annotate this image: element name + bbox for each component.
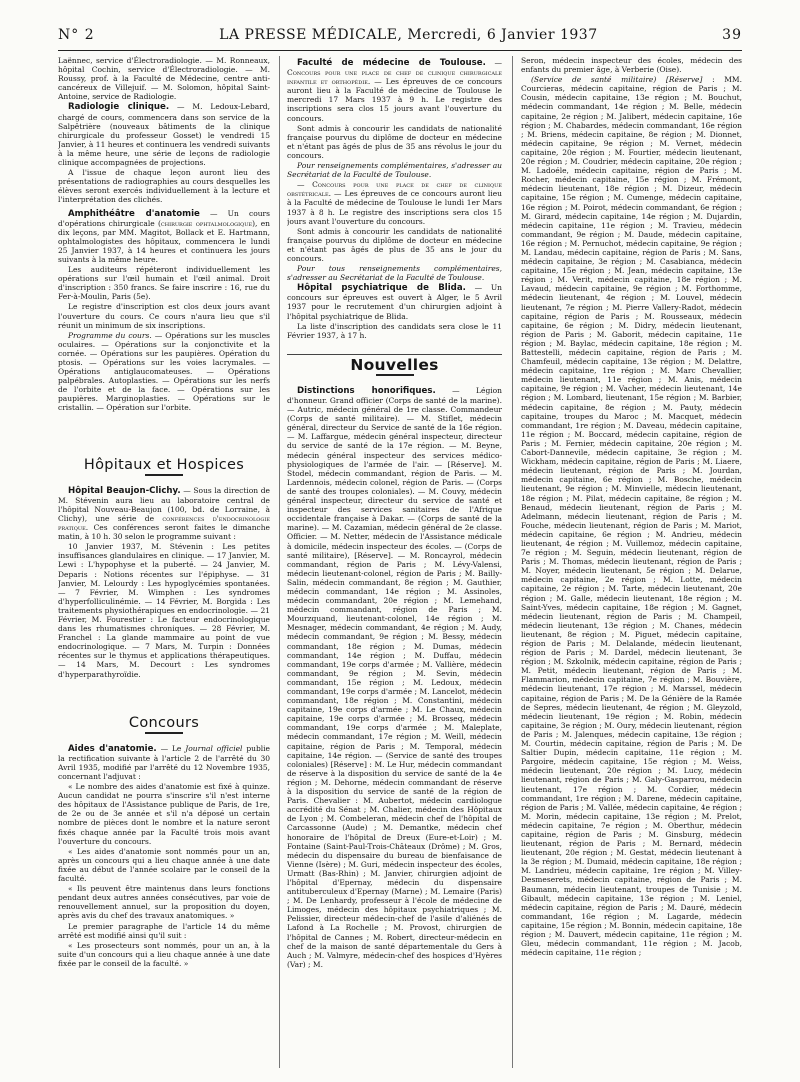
paragraph: Laënnec, service d'Électroradiologie. — M. Ronneaux, hôpital Cochin, service d'Électroradiologie. — M. Roussy, prof. à la Faculté de Médecine, centre anti-cancéreux de Villejuif. — M. Solomon, hôpital Saint-Antoine, service de Radiologie. bbox=[58, 56, 270, 102]
text: publie la rectification suivante à l'article 2 de l'arrêté du 30 Avril 1935, modifié par l'arrêté du 12 Novembre 1935, concernant l'adjuvat : bbox=[58, 743, 270, 781]
section-divider bbox=[287, 354, 502, 355]
text: — Un concours sur épreuves est ouvert à Alger, le 5 Avril 1937 pour le recrutement d'un chirurgien adjoint à l'hôpital psychiatrique de Blida. bbox=[287, 283, 502, 321]
section-title-hopitaux: Hôpitaux et Hospices bbox=[83, 456, 245, 473]
heading-distinctions: Distinctions honorifiques. bbox=[297, 385, 436, 396]
paragraph: « Les prosecteurs sont nommés, pour un an, à la suite d'un concours qui a lieu chaque année à une date fixée par le conseil de la faculté. » bbox=[58, 940, 270, 968]
paragraph-toulouse bbox=[287, 58, 502, 123]
text: : MM. Courcieras, médecin capitaine, région de Paris ; M. Cousin, médecin capitaine, 13e région ; M. Bouchut, médecin commandant, 14e région ; M. Belle, médecin capitaine, 2e région ; M. Jalibert, médecin capitaine, 16e région ; M. Chabardes, médecin commandant, 16e région ; M. Briens, médecin capitaine, 8e région ; M. Dionnet, médecin capitaine, 9e région ; M. Vernet, médecin capitaine, 20e région ; M. Fourtier, médecin lieutenant, 20e région ; M. Coudrier, médecin capitaine, 20e région ; M. Ladoéle, médecin capitaine, région de Paris ; M. Rocher, médecin capitaine, 15e région ; M. Frémont, médecin lieutenant, 18e région ; M. Dizeur, médecin capitaine, 15e région ; M. Cumenge, médecin capitaine, 16e région ; M. Poirot, médecin commandant, 6e région ; M. Girard, médecin capitaine, 14e région ; M. Dujardin, médecin capitaine, 11e région ; M. Travieu, médecin commandant, 9e région ; M. Daude, médecin capitaine, 16e région ; M. Pernuchot, médecin capitaine, 9e région ; M. Landau, médecin capitaine, région de Paris ; M. Sans, médecin capitaine, 3e région ; M. Casabianca, médecin capitaine, 15e région ; M. Jean, médecin capitaine, 13e région ; M. Verit, médecin capitaine, 18e région ; M. Lavaud, médecin capitaine, 9e région ; M. Forthomme, médecin lieutenant, 4e région ; M. Louvel, médecin lieutenant, 7e région ; M. Pierre Vallery-Radot, médecin capitaine, région de Paris ; M. Rousseaux, médecin capitaine, 6e région ; M. Didry, médecin lieutenant, région de Paris ; M. Gaborit, médecin capitaine, 11e région ; M. Baylac, médecin capitaine, 18e région ; M. Battestelli, médecin capitaine, région de Paris ; M. Chamfeuil, médecin capitaine, 13e région ; M. Delattre, médecin capitaine, 1re région ; M. Marc Chevallier, médecin lieutenant, 11e région ; M. Anis, médecin capitaine, 9e région ; M. Vacher, médecin lieutenant, 14e région ; M. Lombard, lieutenant, 15e région ; M. Barbier, médecin capitaine, 8e région ; M. Pauty, médecin capitaine, troupes du Maroc ; M. Macquet, médecin commandant, 1re région ; M. Daveau, médecin capitaine, 11e région ; M. Boccard, médecin capitaine, région de Paris ; M. Fernier, médecin capitaine, 20e région ; M. Cabort-Dannevile, médecin capitaine, 3e région ; M. Wickham, médecin capitaine, région de Paris ; M. Liaere, médecin lieutenant, région de Paris ; M. Jourdan, médecin capitaine, 6e région ; M. Bosche, médecin lieutenant, 9e région ; M. Minvielle, médecin lieutenant, 18e région ; M. Pilat, médecin capitaine, 8e région ; M. Benaud, médecin lieutenant, région de Paris ; M. Adelmann, médecin lieutenant, région de Paris ; M. Fouche, médecin lieutenant, région de Paris ; M. Mariot, médecin capitaine, 6e région ; M. Andrieu, médecin lieutenant, 4e région ; M. Vuillemoz, médecin capitaine, 7e région ; M. Seguin, médecin lieutenant, région de Paris ; M. Thomas, médecin lieutenant, région de Paris ; M. Noyer, médecin lieutenant, 5e région ; M. Delarue, médecin capitaine, 2e région ; M. Lotte, médecin capitaine, 2e région ; M. Tarte, médecin lieutenant, 20e région ; M. Galle, médecin lieutenant, 18e région ; M. Saint-Yves, médecin capitaine, 18e région ; M. Gagnet, médecin lieutenant, région de Paris ; M. Champeil, médecin lieutenant, 13e région ; M. Chanes, médecin lieutenant, 8e région ; M. Piguet, médecin capitaine, région de Paris ; M. Delalande, médecin lieutenant, région de Paris ; M. Dardel, médecin lieutenant, 3e région ; M. Szkolnik, médecin capitaine, région de Paris ; M. Petit, médecin lieutenant, région de Paris ; M. Flammarion, médecin capitaine, 7e région ; M. Bouvière, médecin lieutenant, 17e région ; M. Marssel, médecin capitaine, région de Paris ; M. De la Génière de la Ramée de Sepres, médecin lieutenant, 4e région ; M. Gleyzold, médecin lieutenant, 19e région ; M. Robin, médecin capitaine, 3e région ; M. Oury, médecin lieutenant, région de Paris ; M. Jalenques, médecin capitaine, 13e région ; M. Courtin, médecin capitaine, région de Paris ; M. De Saltier Dupin, médecin capitaine, 11e région ; M. Pargoire, médecin capitaine, 15e région ; M. Weiss, médecin lieutenant, 20e région ; M. Lucy, médecin lieutenant, région de Paris ; M. Galy-Gasparrou, médecin lieutenant, 17e région ; M. Cordier, médecin commandant, 1re région ; M. Darene, médecin capitaine, région de Paris ; M. Vallée, médecin capitaine, 4e région ; M. Morin, médecin capitaine, 13e région ; M. Prelot, médecin capitaine, 7e région ; M. Oberthur, médecin capitaine, région de Paris ; M. Ginsburg, médecin lieutenant, région de Paris ; M. Bernard, médecin lieutenant, 20e région ; M. Gestat, médecin lieutenant à la 3e région ; M. Dumaid, médecin capitaine, 18e région ; M. Landrieu, médecin capitaine, 1re région ; M. Villey-Desmeserets, médecin capitaine, région de Paris ; M. Baumann, médecin lieutenant, troupes de Tunisie ; M. Gibault, médecin capitaine, 13e région ; M. Leniel, médecin capitaine, région de Paris ; M. Dauré, médecin commandant, 16e région ; M. Lagarde, médecin capitaine, 15e région ; M. Bonnin, médecin capitaine, 18e région ; M. Dauvert, médecin capitaine, 11e région ; M. Gleu, médecin commandant, 11e région ; M. Jacob, médecin capitaine, 11e région ; bbox=[521, 75, 742, 958]
heading-hopital-blida: Hôpital psychiatrique de Blida. bbox=[297, 283, 466, 294]
paragraph: Pour tous renseignements complémentaires, s'adresser au Secrétariat de la Faculté de Toulouse. bbox=[287, 264, 502, 283]
paragraph-aides bbox=[58, 744, 270, 781]
paragraph: Le premier paragraphe de l'article 14 du même arrêté est modifié ainsi qu'il suit : bbox=[58, 921, 270, 940]
column-divider bbox=[512, 56, 513, 1068]
text-italic: Journal officiel bbox=[185, 743, 243, 753]
text-italic: Programme du cours. bbox=[68, 330, 152, 340]
page-number: 39 bbox=[722, 27, 742, 43]
text-smallcaps: conférences d'endocrinologie pratique bbox=[58, 513, 270, 533]
paragraph: Les auditeurs répéteront individuellement les opérations sur l'œil humain et l'œil animal. Droit d'inscription : 350 francs. Se faire inscrire : 16, rue du Fer-à-Moulin, Paris (5e). bbox=[58, 265, 270, 302]
paragraph-amphitheatre bbox=[58, 209, 270, 265]
heading-faculte-toulouse: Faculté de médecine de Toulouse. bbox=[297, 58, 486, 68]
text: — Un cours d'opérations chirurgicale ( bbox=[58, 208, 270, 228]
journal-title-date: LA PRESSE MÉDICALE, Mercredi, 6 Janvier 1937 bbox=[219, 27, 598, 43]
text: — Opérations sur les muscles oculaires. — Opérations sur la conjonctivite et la cornée. — Opérations sur les paupières. Opération du ptosis. — Opérations sur les voies lacrymales. — Opérations antiglaucomateuses. — Opérations palpébrales. Autoplasties. — Opérations sur les nerfs de l'orbite et de la face. — Opérations sur les paupières. Marginoplasties. — Opérations sur le cristallin. — Opération sur l'orbite. bbox=[58, 330, 270, 413]
text: . — Les épreuves de ce concours auront lieu à la Faculté de médecine de Toulouse le mercredi 17 Mars 1937 à 9 h. Le registre des inscriptions sera clos 15 jours avant l'ouverture du concours. bbox=[287, 77, 502, 123]
heading-aides-anatomie: Aides d'anatomie. bbox=[68, 743, 157, 754]
paragraph: Pour renseignements complémentaires, s'adresser au Secrétariat de la Faculté de Toulouse. bbox=[287, 161, 502, 180]
section-rule bbox=[376, 374, 414, 376]
text: . — Les épreuves de ce concours auront lieu à la Faculté de médecine de Toulouse le lundi 1er Mars 1937 à 8 h. Le registre des inscriptions sera clos 15 jours avant l'ouverture du concours. bbox=[287, 189, 502, 226]
paragraph: Seron, médecin inspecteur des écoles, médecin des enfants du premier âge, à Verberie (Oise). bbox=[521, 56, 742, 75]
paragraph-distinctions bbox=[287, 386, 502, 969]
section-rule bbox=[145, 732, 183, 734]
column-divider bbox=[279, 56, 280, 1068]
paragraph: 10 Janvier 1937, M. Stévenin : Les petites insuffisances glandulaires en clinique. — 17 Janvier, M. Lewi : L'hypophyse et la puberté. — 24 Janvier, M. Deparis : Notions récentes sur l'épiphyse. — 31 Janvier, M. Lelourdy : Les hypoglycémies spontanées. — 7 Février, M. Wimphen : Les syndromes d'hyperfolliculinémie. — 14 Février, M. Borgida : Les traitements physiothérapiques en endocrinologie. — 21 Février, M. Fourestier : Le facteur endocrinologique dans les rhumatismes chroniques. — 28 Février, M. Franchel : La glande mammaire au point de vue endocrinologique. — 7 Mars, M. Turpin : Données récentes sur le thymus et applications thérapeutiques. — 14 Mars, M. Decourt : Les syndromes d'hyperparathyroïdie. bbox=[58, 542, 270, 679]
text: — bbox=[485, 58, 502, 67]
text-smallcaps: Concours pour une place de chef de clinique obstétricale bbox=[287, 180, 502, 199]
paragraph: « Le nombre des aides d'anatomie est fixé à quinze. Aucun candidat ne pourra s'inscrire s'il n'est interne des hôpitaux de l'Assistance publique de Paris, de 1re, de 2e ou de 3e année et s'il n'a déposé un certain nombre de pièces dont le nombre et la nature seront fixés chaque année par la Faculté trois mois avant l'ouverture du concours. bbox=[58, 782, 270, 846]
paragraph-service-sante bbox=[521, 75, 742, 957]
paragraph: « Les aides d'anatomie sont nommés pour un an, après un concours qui a lieu chaque année à une date fixée au début de l'année scolaire par le conseil de la faculté. bbox=[58, 846, 270, 884]
column-left bbox=[58, 56, 270, 1066]
heading-amphitheatre: Amphithéâtre d'anatomie bbox=[68, 208, 200, 219]
text: ), en dix leçons, par MM. Magitot, Bollack et E. Hartmann, ophtalmologistes des hôpitaux, commencera le lundi 25 Janvier 1937, à 14 heures et continuera les jours suivants à la même heure. bbox=[58, 218, 270, 264]
text: — bbox=[297, 180, 313, 190]
paragraph: Sont admis à concourir les candidats de nationalité française pourvus du diplôme de docteur en médecine et n'étant pas âgés de plus de 35 ans le jour du concours. bbox=[287, 226, 502, 263]
heading-hopital-beaujon: Hôpital Beaujon-Clichy. bbox=[68, 485, 181, 496]
paragraph: A l'issue de chaque leçon auront lieu des présentations de radiographies au cours desquelles les élèves seront exercés individuellement à la lecture et l'interprétation des clichés. bbox=[58, 168, 270, 205]
text-italic: (Service de santé militaire) [Réserve] bbox=[531, 75, 703, 85]
text: — Sous la direction de M. Stévenin aura lieu au laboratoire central de l'hôpital Nouveau-Beaujon (100, bd. de Lorraine, à Clichy), une série de bbox=[58, 485, 270, 523]
paragraph-beaujon bbox=[58, 486, 270, 542]
heading-radiologie-clinique: Radiologie clinique. bbox=[68, 102, 170, 113]
section-rule bbox=[145, 474, 183, 476]
text-smallcaps: Concours pour une place de chef de clinique chirurgicale infantile et orthopédie bbox=[287, 68, 502, 87]
section-title-concours: Concours bbox=[128, 714, 200, 731]
column-middle bbox=[287, 56, 502, 1066]
text: . Ces conférences seront faites le dimanche matin, à 10 h. 30 selon le programme suivant : bbox=[58, 523, 270, 542]
paragraph: Sont admis à concourir les candidats de nationalité française pourvus du diplôme de docteur en médecine et n'étant pas âgés de plus de 35 ans révolus le jour du concours. bbox=[287, 123, 502, 160]
paragraph-programme bbox=[58, 331, 270, 413]
text: — Le bbox=[156, 743, 186, 753]
column-right bbox=[521, 56, 742, 1066]
paragraph bbox=[287, 180, 502, 225]
text-smallcaps: chirurgie ophtalmologique bbox=[160, 218, 253, 228]
paragraph-radiologie bbox=[58, 102, 270, 167]
header-rule bbox=[58, 50, 742, 51]
section-title-nouvelles: Nouvelles bbox=[350, 355, 439, 374]
paragraph: « Ils peuvent être maintenus dans leurs fonctions pendant deux autres années consécutives, par voie de renouvellement annuel, sur la proposition du doyen, après avis du chef des travaux anatomiques. » bbox=[58, 884, 270, 921]
paragraph: La liste d'inscription des candidats sera close le 11 Février 1937, à 17 h. bbox=[287, 321, 502, 340]
page-header bbox=[58, 22, 742, 48]
issue-number: N° 2 bbox=[58, 27, 95, 43]
text: — Légion d'honneur. Grand officier (Corps de santé de la marine). — Autric, médecin général de 1re classe. Commandeur (Corps de santé militaire). — M. Stiflet, médecin général, directeur du Service de santé de la 16e région. — M. Laffargue, médecin général inspecteur, directeur du service de santé de la 17e région. — M. Beyne, médecin général inspecteur des services médico-physiologiques de l'armée de l'air. — [Réserve]. M. Stodel, médecin commandant, région de Paris. — M. Lardennois, médecin colonel, région de Paris. — (Corps de santé des troupes coloniales). — M. Couvy, médecin général inspecteur, directeur du service de santé et inspecteur des services sanitaires de l'Afrique occidentale française à Dakar. — (Corps de santé de la marine). — M. Cazamian, médecin général de 2e classe. Officier. — M. Netter, médecin de l'Assistance médicale à domicile, médecin inspecteur des écoles. — (Corps de santé militaire), [Réserve]. — M. Roncayrol, médecin commandant, région de Paris ; M. Lévy-Valensi, médecin lieutenant-colonel, région de Paris ; M. Bailly-Salin, médecin commandant, 8e région ; M. Gauthier, médecin commandant, 14e région ; M. Assinoles, médecin commandant, 20e région ; M. Lemehand, médecin commandant, région de Paris ; M. Mourzquand, lieutenant-colonel, 14e région ; M. Mesnager, médecin commandant, 4e région ; M. Audy, médecin commandant, 9e région ; M. Bessy, médecin commandant, 18e région ; M. Dumas, médecin commandant, 14e région ; M. Duffau, médecin commandant, 19e corps d'armée ; M. Vallière, médecin commandant, 9e région ; M. Sevin, médecin commandant, 15e région ; M. Ledoux, médecin commandant, 19e corps d'armée ; M. Lancelot, médecin commandant, 18e région ; M. Constantini, médecin capitaine, 19e corps d'armée ; M. Le Chaux, médecin capitaine, 19e corps d'armée ; M. Brosseq, médecin commandant, 19e corps d'armée ; M. Maleplate, médecin commandant, 17e région ; M. Weill, médecin capitaine, région de Paris ; M. Temporal, médecin capitaine, 14e région. — (Service de santé des troupes coloniales) [Réserve] : M. Le Hur, médecin commandant de réserve à la disposition du service de santé de la 4e région ; M. Dehorne, médecin commandant de réserve à la disposition du service de santé de la région de Paris. Chevalier : M. Aubertot, médecin cardiologue accrédité du Sénat ; M. Chalier, médecin des Hôpitaux de Lyon ; M. Combeleran, médecin chef de l'hôpital de Carcassonne (Aude) ; M. Demantke, médecin chef honoraire de l'hôpital de Dreux (Eure-et-Loir) ; M. Fontaine (Saint-Paul-Trois-Châteaux (Drôme) ; M. Gros, médecin du dispensaire du bureau de bienfaisance de Vienne (Isère) ; M. Guri, médecin inspecteur des écoles, Urmatt (Bas-Rhin) ; M. Janvier, chirurgien adjoint de l'hôpital d'Epernay, médecin du dispensaire antituberculeux d'Epernay (Marne) ; M. Lemaire (Paris) ; M. De Lenhardy, professeur à l'école de médecine de Limoges, médecin des hôpitaux psychiatriques ; M. Pelissier, directeur médecin-chef de l'asile d'aliénés de Lafond à La Rochelle ; M. Provost, chirurgien de l'hôpital de Cannes ; M. Robert, directeur-médecin en chef de la maison de santé départementale du Gers à Auch ; M. Valmyre, médecin-chef des hospices d'Hyères (Var) ; M. bbox=[287, 385, 502, 969]
text: — M. Ledoux-Lebard, chargé de cours, commencera dans son service de la Salpêtrière (nouveaux bâtiments de la clinique chirurgicale du professeur Gosset) le vendredi 15 Janvier, à 11 heures et continuera les vendredi suivants à la même heure, une série de leçons de radiologie clinique accompagnées de projections. bbox=[58, 102, 270, 168]
paragraph-blida bbox=[287, 283, 502, 320]
paragraph: Le registre d'inscription est clos deux jours avant l'ouverture du cours. Ce cours n'aura lieu que s'il réunit un minimum de six inscriptions. bbox=[58, 302, 270, 330]
